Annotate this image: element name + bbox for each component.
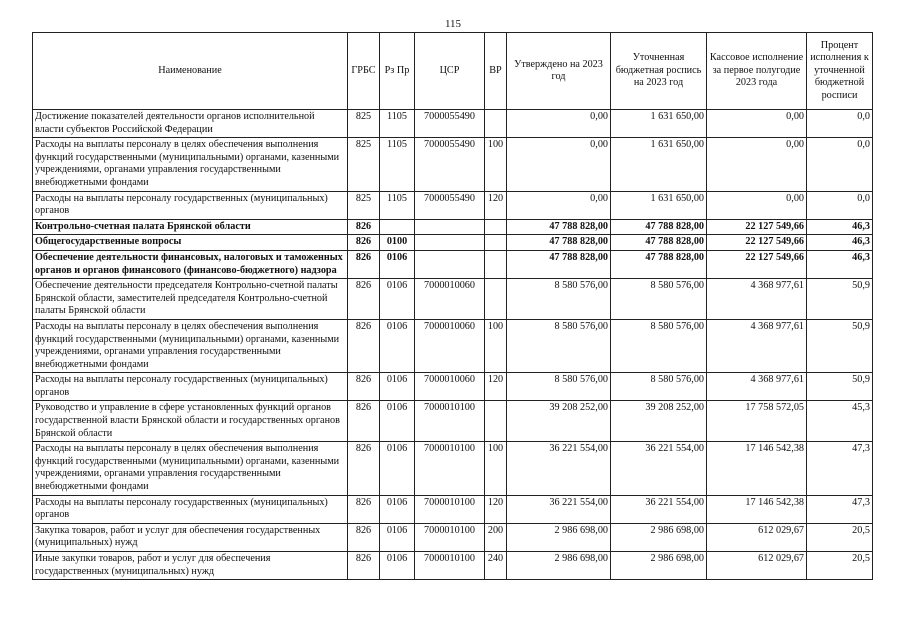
budget-execution-table <box>32 32 873 580</box>
cell-cash: 4 368 977,61 <box>707 319 807 372</box>
cell-approved: 47 788 828,00 <box>507 235 611 251</box>
cell-rzpr: 0106 <box>380 279 415 320</box>
cell-csr: 7000010100 <box>415 401 485 442</box>
col-header-refined: Уточненная бюджетная роспись на 2023 год <box>611 33 707 110</box>
table-header-row <box>33 33 873 110</box>
cell-approved: 2 986 698,00 <box>507 552 611 580</box>
col-header-approved: Утверждено на 2023 год <box>507 33 611 110</box>
cell-grbs: 826 <box>348 235 380 251</box>
cell-approved: 39 208 252,00 <box>507 401 611 442</box>
table-row <box>33 219 873 235</box>
table-row <box>33 191 873 219</box>
cell-name: Расходы на выплаты персоналу в целях обеспечения выполнения функций государственными (муниципальными) органами, казенными учреждениями, органами управления государственными внебюджетными фондами <box>33 442 348 495</box>
cell-grbs: 826 <box>348 552 380 580</box>
cell-csr: 7000010060 <box>415 319 485 372</box>
cell-grbs: 826 <box>348 442 380 495</box>
cell-percent: 47,3 <box>807 495 873 523</box>
col-header-cash: Кассовое исполнение за первое полугодие 2023 года <box>707 33 807 110</box>
cell-percent: 0,0 <box>807 138 873 191</box>
cell-name: Обеспечение деятельности председателя Контрольно-счетной палаты Брянской области, заместителей председателя Контрольно-счетной палаты Брянской области <box>33 279 348 320</box>
cell-refined: 47 788 828,00 <box>611 235 707 251</box>
cell-cash: 17 146 542,38 <box>707 495 807 523</box>
cell-rzpr: 1105 <box>380 138 415 191</box>
cell-cash: 17 146 542,38 <box>707 442 807 495</box>
col-header-vr: ВР <box>485 33 507 110</box>
cell-grbs: 826 <box>348 373 380 401</box>
cell-vr <box>485 235 507 251</box>
cell-vr: 120 <box>485 191 507 219</box>
cell-rzpr <box>380 219 415 235</box>
cell-refined: 36 221 554,00 <box>611 495 707 523</box>
cell-approved: 36 221 554,00 <box>507 495 611 523</box>
table-row <box>33 319 873 372</box>
cell-rzpr: 1105 <box>380 191 415 219</box>
cell-cash: 17 758 572,05 <box>707 401 807 442</box>
cell-cash: 0,00 <box>707 191 807 219</box>
cell-vr: 100 <box>485 442 507 495</box>
table-row <box>33 495 873 523</box>
cell-grbs: 826 <box>348 250 380 278</box>
cell-cash: 4 368 977,61 <box>707 373 807 401</box>
cell-name: Расходы на выплаты персоналу государственных (муниципальных) органов <box>33 191 348 219</box>
cell-refined: 1 631 650,00 <box>611 110 707 138</box>
cell-csr: 7000055490 <box>415 110 485 138</box>
cell-csr: 7000010100 <box>415 523 485 551</box>
cell-refined: 47 788 828,00 <box>611 250 707 278</box>
table-row <box>33 250 873 278</box>
cell-percent: 46,3 <box>807 250 873 278</box>
cell-name: Расходы на выплаты персоналу в целях обеспечения выполнения функций государственными (муниципальными) органами, казенными учреждениями, органами управления государственными внебюджетными фондами <box>33 319 348 372</box>
cell-rzpr: 0106 <box>380 250 415 278</box>
cell-vr <box>485 279 507 320</box>
cell-approved: 0,00 <box>507 191 611 219</box>
cell-cash: 612 029,67 <box>707 523 807 551</box>
cell-name: Контрольно-счетная палата Брянской области <box>33 219 348 235</box>
cell-csr: 7000010100 <box>415 552 485 580</box>
cell-vr: 100 <box>485 319 507 372</box>
cell-grbs: 826 <box>348 219 380 235</box>
cell-vr <box>485 250 507 278</box>
cell-rzpr: 0106 <box>380 319 415 372</box>
cell-name: Расходы на выплаты персоналу в целях обеспечения выполнения функций государственными (муниципальными) органами, казенными учреждениями, органами управления государственными внебюджетными фондами <box>33 138 348 191</box>
cell-approved: 47 788 828,00 <box>507 250 611 278</box>
table-row <box>33 279 873 320</box>
table-row <box>33 552 873 580</box>
cell-grbs: 825 <box>348 191 380 219</box>
table-row <box>33 138 873 191</box>
cell-rzpr: 0106 <box>380 442 415 495</box>
table-row <box>33 373 873 401</box>
cell-approved: 2 986 698,00 <box>507 523 611 551</box>
page-number: 115 <box>444 18 462 30</box>
cell-approved: 8 580 576,00 <box>507 373 611 401</box>
cell-rzpr: 0106 <box>380 523 415 551</box>
cell-percent: 50,9 <box>807 373 873 401</box>
cell-vr <box>485 110 507 138</box>
cell-vr: 100 <box>485 138 507 191</box>
cell-approved: 8 580 576,00 <box>507 279 611 320</box>
cell-approved: 8 580 576,00 <box>507 319 611 372</box>
cell-name: Общегосударственные вопросы <box>33 235 348 251</box>
cell-rzpr: 0106 <box>380 552 415 580</box>
cell-name: Иные закупки товаров, работ и услуг для обеспечения государственных (муниципальных) нужд <box>33 552 348 580</box>
cell-csr: 7000055490 <box>415 138 485 191</box>
cell-cash: 22 127 549,66 <box>707 235 807 251</box>
cell-grbs: 826 <box>348 523 380 551</box>
cell-vr: 120 <box>485 373 507 401</box>
cell-refined: 2 986 698,00 <box>611 523 707 551</box>
cell-approved: 47 788 828,00 <box>507 219 611 235</box>
cell-name: Закупка товаров, работ и услуг для обеспечения государственных (муниципальных) нужд <box>33 523 348 551</box>
col-header-percent: Процент исполнения к уточненной бюджетной росписи <box>807 33 873 110</box>
cell-rzpr: 0106 <box>380 401 415 442</box>
cell-percent: 20,5 <box>807 523 873 551</box>
cell-grbs: 826 <box>348 279 380 320</box>
cell-percent: 20,5 <box>807 552 873 580</box>
cell-refined: 8 580 576,00 <box>611 373 707 401</box>
table-row <box>33 235 873 251</box>
col-header-grbs: ГРБС <box>348 33 380 110</box>
cell-refined: 47 788 828,00 <box>611 219 707 235</box>
cell-refined: 2 986 698,00 <box>611 552 707 580</box>
cell-csr <box>415 250 485 278</box>
cell-refined: 36 221 554,00 <box>611 442 707 495</box>
cell-refined: 1 631 650,00 <box>611 138 707 191</box>
cell-name: Расходы на выплаты персоналу государственных (муниципальных) органов <box>33 373 348 401</box>
cell-percent: 50,9 <box>807 319 873 372</box>
cell-vr: 200 <box>485 523 507 551</box>
cell-rzpr: 0100 <box>380 235 415 251</box>
cell-vr <box>485 219 507 235</box>
cell-refined: 8 580 576,00 <box>611 279 707 320</box>
cell-rzpr: 1105 <box>380 110 415 138</box>
cell-percent: 50,9 <box>807 279 873 320</box>
cell-percent: 45,3 <box>807 401 873 442</box>
cell-csr: 7000010100 <box>415 495 485 523</box>
cell-vr <box>485 401 507 442</box>
cell-approved: 0,00 <box>507 138 611 191</box>
cell-percent: 0,0 <box>807 191 873 219</box>
cell-name: Расходы на выплаты персоналу государственных (муниципальных) органов <box>33 495 348 523</box>
cell-rzpr: 0106 <box>380 373 415 401</box>
cell-cash: 22 127 549,66 <box>707 250 807 278</box>
cell-percent: 46,3 <box>807 235 873 251</box>
cell-name: Обеспечение деятельности финансовых, налоговых и таможенных органов и органов финансового (финансово-бюджетного) надзора <box>33 250 348 278</box>
cell-cash: 0,00 <box>707 110 807 138</box>
cell-percent: 47,3 <box>807 442 873 495</box>
cell-csr <box>415 235 485 251</box>
cell-rzpr: 0106 <box>380 495 415 523</box>
cell-refined: 39 208 252,00 <box>611 401 707 442</box>
cell-refined: 8 580 576,00 <box>611 319 707 372</box>
cell-approved: 0,00 <box>507 110 611 138</box>
cell-cash: 4 368 977,61 <box>707 279 807 320</box>
table-row <box>33 401 873 442</box>
cell-vr: 120 <box>485 495 507 523</box>
cell-grbs: 825 <box>348 110 380 138</box>
cell-refined: 1 631 650,00 <box>611 191 707 219</box>
cell-grbs: 826 <box>348 401 380 442</box>
cell-csr: 7000010060 <box>415 279 485 320</box>
col-header-name: Наименование <box>33 33 348 110</box>
cell-cash: 0,00 <box>707 138 807 191</box>
table-row <box>33 442 873 495</box>
cell-cash: 22 127 549,66 <box>707 219 807 235</box>
table-row <box>33 523 873 551</box>
cell-csr: 7000010060 <box>415 373 485 401</box>
cell-grbs: 826 <box>348 495 380 523</box>
table-row <box>33 110 873 138</box>
cell-name: Руководство и управление в сфере установленных функций органов государственной власти Брянской области и государственных органов Брянской области <box>33 401 348 442</box>
cell-csr: 7000055490 <box>415 191 485 219</box>
col-header-rzpr: Рз Пр <box>380 33 415 110</box>
cell-grbs: 826 <box>348 319 380 372</box>
cell-percent: 0,0 <box>807 110 873 138</box>
cell-vr: 240 <box>485 552 507 580</box>
cell-csr: 7000010100 <box>415 442 485 495</box>
cell-percent: 46,3 <box>807 219 873 235</box>
col-header-csr: ЦСР <box>415 33 485 110</box>
cell-grbs: 825 <box>348 138 380 191</box>
cell-name: Достижение показателей деятельности органов исполнительной власти субъектов Российской Федерации <box>33 110 348 138</box>
cell-cash: 612 029,67 <box>707 552 807 580</box>
cell-csr <box>415 219 485 235</box>
cell-approved: 36 221 554,00 <box>507 442 611 495</box>
